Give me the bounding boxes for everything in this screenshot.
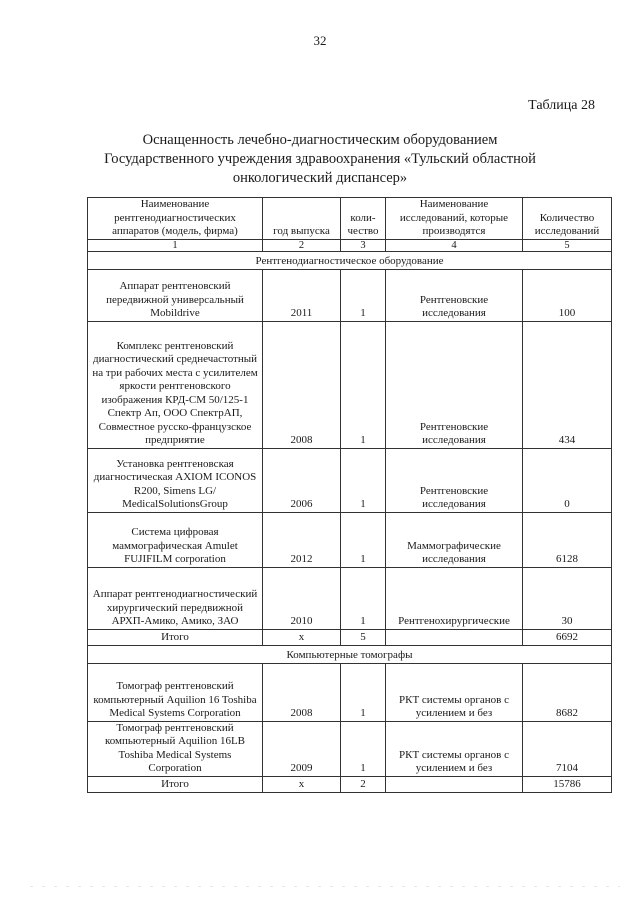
table-row	[88, 512, 612, 567]
research-cell: Рентгенохирургические	[386, 567, 523, 629]
column-number: 3	[341, 239, 386, 251]
section-title: Рентгенодиагностическое оборудование	[88, 251, 612, 269]
table-row	[88, 663, 612, 721]
quantity-cell: 100	[523, 269, 612, 321]
equipment-name: Комплекс рентгеновский диагностический среднечастотный на три рабочих места с усилителем яркости рентгеновского изображения КРД-СМ 50/125-1 Спектр Ап, ООО СпектрАП, Совместное русско-французское предприятие	[88, 321, 263, 448]
column-number: 1	[88, 239, 263, 251]
year-cell: 2011	[263, 269, 341, 321]
count-cell: 1	[341, 269, 386, 321]
research-cell: Маммографические исследования	[386, 512, 523, 567]
table-label: Таблица 28	[528, 98, 595, 113]
quantity-cell: 6692	[523, 629, 612, 645]
section-row	[88, 645, 612, 663]
quantity-cell: 0	[523, 448, 612, 512]
year-cell: 2012	[263, 512, 341, 567]
title-line: онкологический диспансер»	[232, 170, 408, 186]
table-title	[80, 131, 560, 188]
year-cell: 2008	[263, 663, 341, 721]
column-number: 4	[386, 239, 523, 251]
table-row	[88, 567, 612, 629]
research-cell: РКТ системы органов с усилением и без	[386, 663, 523, 721]
column-number-row	[88, 239, 612, 251]
quantity-cell: 8682	[523, 663, 612, 721]
column-number: 2	[263, 239, 341, 251]
table-row	[88, 269, 612, 321]
total-label: Итого	[88, 776, 263, 792]
table-row	[88, 321, 612, 448]
table-row	[88, 448, 612, 512]
count-cell: 1	[341, 448, 386, 512]
research-cell	[386, 776, 523, 792]
year-cell: 2008	[263, 321, 341, 448]
count-cell: 5	[341, 629, 386, 645]
equipment-name: Томограф рентгеновский компьютерный Aquilion 16 Toshiba Medical Systems Corporation	[88, 663, 263, 721]
equipment-name: Аппарат рентгеновский передвижной универсальный Mobildrive	[88, 269, 263, 321]
quantity-cell: 15786	[523, 776, 612, 792]
table-header-row	[88, 198, 612, 240]
total-row	[88, 629, 612, 645]
count-cell: 1	[341, 663, 386, 721]
title-line: Оснащенность лечебно-диагностическим оборудованием	[142, 132, 498, 148]
header-cell-quantity: Количество исследований	[523, 198, 612, 240]
header-cell-equipment: Наименование рентгенодиагностических аппаратов (модель, фирма)	[88, 198, 263, 240]
title-line: Государственного учреждения здравоохранения «Тульский областной	[104, 151, 536, 167]
research-cell: РКТ системы органов с усилением и без	[386, 721, 523, 776]
header-cell-count: коли-чество	[341, 198, 386, 240]
equipment-table	[87, 197, 612, 793]
header-cell-research: Наименование исследований, которые производятся	[386, 198, 523, 240]
equipment-name: Томограф рентгеновский компьютерный Aquilion 16LB Toshiba Medical Systems Corporation	[88, 721, 263, 776]
scan-artifact-line	[0, 886, 640, 887]
equipment-name: Установка рентгеновская диагностическая AXIOM ICONOS R200, Simens LG/ MedicalSolutionsGroup	[88, 448, 263, 512]
table-row	[88, 721, 612, 776]
research-cell: Рентгеновские исследования	[386, 269, 523, 321]
research-cell	[386, 629, 523, 645]
count-cell: 2	[341, 776, 386, 792]
count-cell: 1	[341, 721, 386, 776]
quantity-cell: 434	[523, 321, 612, 448]
year-cell: 2006	[263, 448, 341, 512]
section-title: Компьютерные томографы	[88, 645, 612, 663]
quantity-cell: 7104	[523, 721, 612, 776]
quantity-cell: 30	[523, 567, 612, 629]
total-row	[88, 776, 612, 792]
year-cell: х	[263, 776, 341, 792]
research-cell: Рентгеновские исследования	[386, 321, 523, 448]
count-cell: 1	[341, 512, 386, 567]
quantity-cell: 6128	[523, 512, 612, 567]
total-label: Итого	[88, 629, 263, 645]
count-cell: 1	[341, 321, 386, 448]
equipment-name: Аппарат рентгенодиагностический хирургический передвижной АРХП-Амико, Амико, ЗАО	[88, 567, 263, 629]
year-cell: 2009	[263, 721, 341, 776]
research-cell: Рентгеновские исследования	[386, 448, 523, 512]
header-cell-year: год выпуска	[263, 198, 341, 240]
year-cell: х	[263, 629, 341, 645]
year-cell: 2010	[263, 567, 341, 629]
section-row	[88, 251, 612, 269]
page-number: 32	[313, 33, 327, 48]
equipment-name: Система цифровая маммографическая Amulet FUJIFILM corporation	[88, 512, 263, 567]
column-number: 5	[523, 239, 612, 251]
count-cell: 1	[341, 567, 386, 629]
